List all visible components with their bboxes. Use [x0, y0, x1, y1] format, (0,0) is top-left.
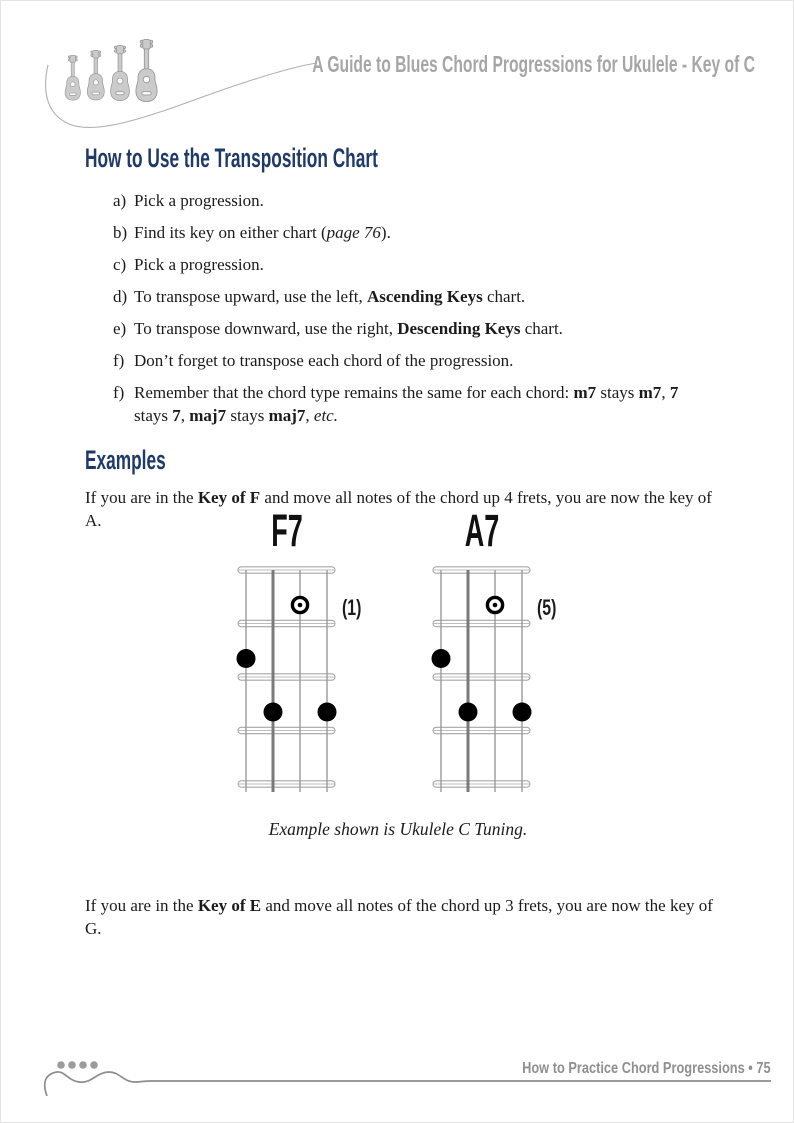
finger-dot [318, 703, 337, 722]
example-paragraph-1 [85, 486, 727, 532]
text-segment: , [305, 406, 314, 425]
section-heading-examples: Examples [85, 445, 166, 475]
fret-position-label: (1) [342, 596, 362, 621]
text-segment: Descending Keys [397, 319, 521, 338]
text-segment: If you are in the [85, 488, 198, 507]
text-segment: and move all notes of the chord up 3 frets, you are now the key of G. [85, 896, 713, 938]
footer-page-label: How to Practice Chord Progressions • 75 [522, 1060, 771, 1077]
footer-art [1, 1041, 794, 1121]
list-item-letter: c) [113, 255, 127, 274]
chord-diagram-svg [429, 565, 579, 805]
list-item [85, 317, 725, 340]
finger-dot [513, 703, 532, 722]
list-item [85, 285, 725, 308]
document-title: A Guide to Blues Chord Progressions for Ukulele - Key of C [312, 51, 755, 77]
list-item-letter: d) [113, 287, 128, 306]
howto-list [85, 189, 725, 436]
text-segment: Pick a progression. [134, 255, 264, 274]
list-item [85, 253, 725, 276]
ukulele-icon [65, 55, 80, 100]
list-item [85, 221, 725, 244]
text-segment: Key of F [197, 488, 261, 507]
text-segment: Find its key on either chart ( [134, 223, 327, 242]
text-segment: Pick a progression. [134, 191, 264, 210]
list-item-text [134, 253, 709, 276]
text-segment: 7 [669, 383, 679, 402]
example-paragraph-2 [85, 894, 727, 940]
text-segment: Remember that the chord type remains the same for each chord: [134, 383, 574, 402]
chord-diagram-svg [234, 565, 384, 805]
text-segment: To transpose downward, use the right, [134, 319, 398, 338]
chord-diagram-f7 [234, 505, 384, 805]
text-segment: stays [226, 406, 269, 425]
list-item-letter: b) [113, 223, 128, 242]
footer-dots [57, 1061, 98, 1069]
fret-position-label: (5) [537, 596, 557, 621]
text-segment: chart. [520, 319, 563, 338]
text-segment: ). [380, 223, 391, 242]
list-item [85, 381, 725, 427]
text-segment: , [180, 406, 190, 425]
chord-diagram-a7 [429, 505, 579, 805]
text-segment: Key of E [197, 896, 262, 915]
text-segment: If you are in the [85, 896, 198, 915]
text-segment: To transpose upward, use the left, [134, 287, 367, 306]
chord-name: A7 [464, 505, 500, 556]
diagram-caption: Example shown is Ukulele C Tuning. [268, 819, 528, 839]
finger-dot [237, 649, 256, 668]
text-segment: page 76 [326, 223, 381, 242]
text-segment: and move all notes of the chord up 4 frets, you are now the key of A. [85, 488, 712, 530]
text-segment: Ascending Keys [366, 287, 483, 306]
list-item-text [134, 381, 709, 427]
list-item [85, 189, 725, 212]
finger-dot [459, 703, 478, 722]
text-segment: m7 [638, 383, 662, 402]
list-item-letter: f) [113, 383, 125, 402]
text-segment: chart. [482, 287, 526, 306]
text-segment: stays [134, 406, 173, 425]
list-item-letter: e) [113, 319, 127, 338]
text-segment: m7 [573, 383, 597, 402]
text-segment: stays [596, 383, 639, 402]
chord-name: F7 [271, 505, 303, 556]
list-item-text [134, 189, 709, 212]
list-item-letter: f) [113, 351, 125, 370]
text-segment: 7 [172, 406, 181, 425]
text-segment: maj7 [189, 406, 227, 425]
list-item-text [134, 317, 709, 340]
text-segment: Don’t forget to transpose each chord of the progression. [134, 351, 514, 370]
text-segment: maj7 [268, 406, 306, 425]
finger-dot [432, 649, 451, 668]
finger-dot [264, 703, 283, 722]
ukulele-icon [87, 50, 104, 100]
text-segment: etc. [313, 406, 338, 425]
list-item-text [134, 349, 709, 372]
list-item-text [134, 221, 709, 244]
list-item-letter: a) [113, 191, 127, 210]
list-item-text [134, 285, 709, 308]
text-segment: , [661, 383, 670, 402]
section-heading-howto: How to Use the Transposition Chart [85, 143, 378, 173]
list-item [85, 349, 725, 372]
